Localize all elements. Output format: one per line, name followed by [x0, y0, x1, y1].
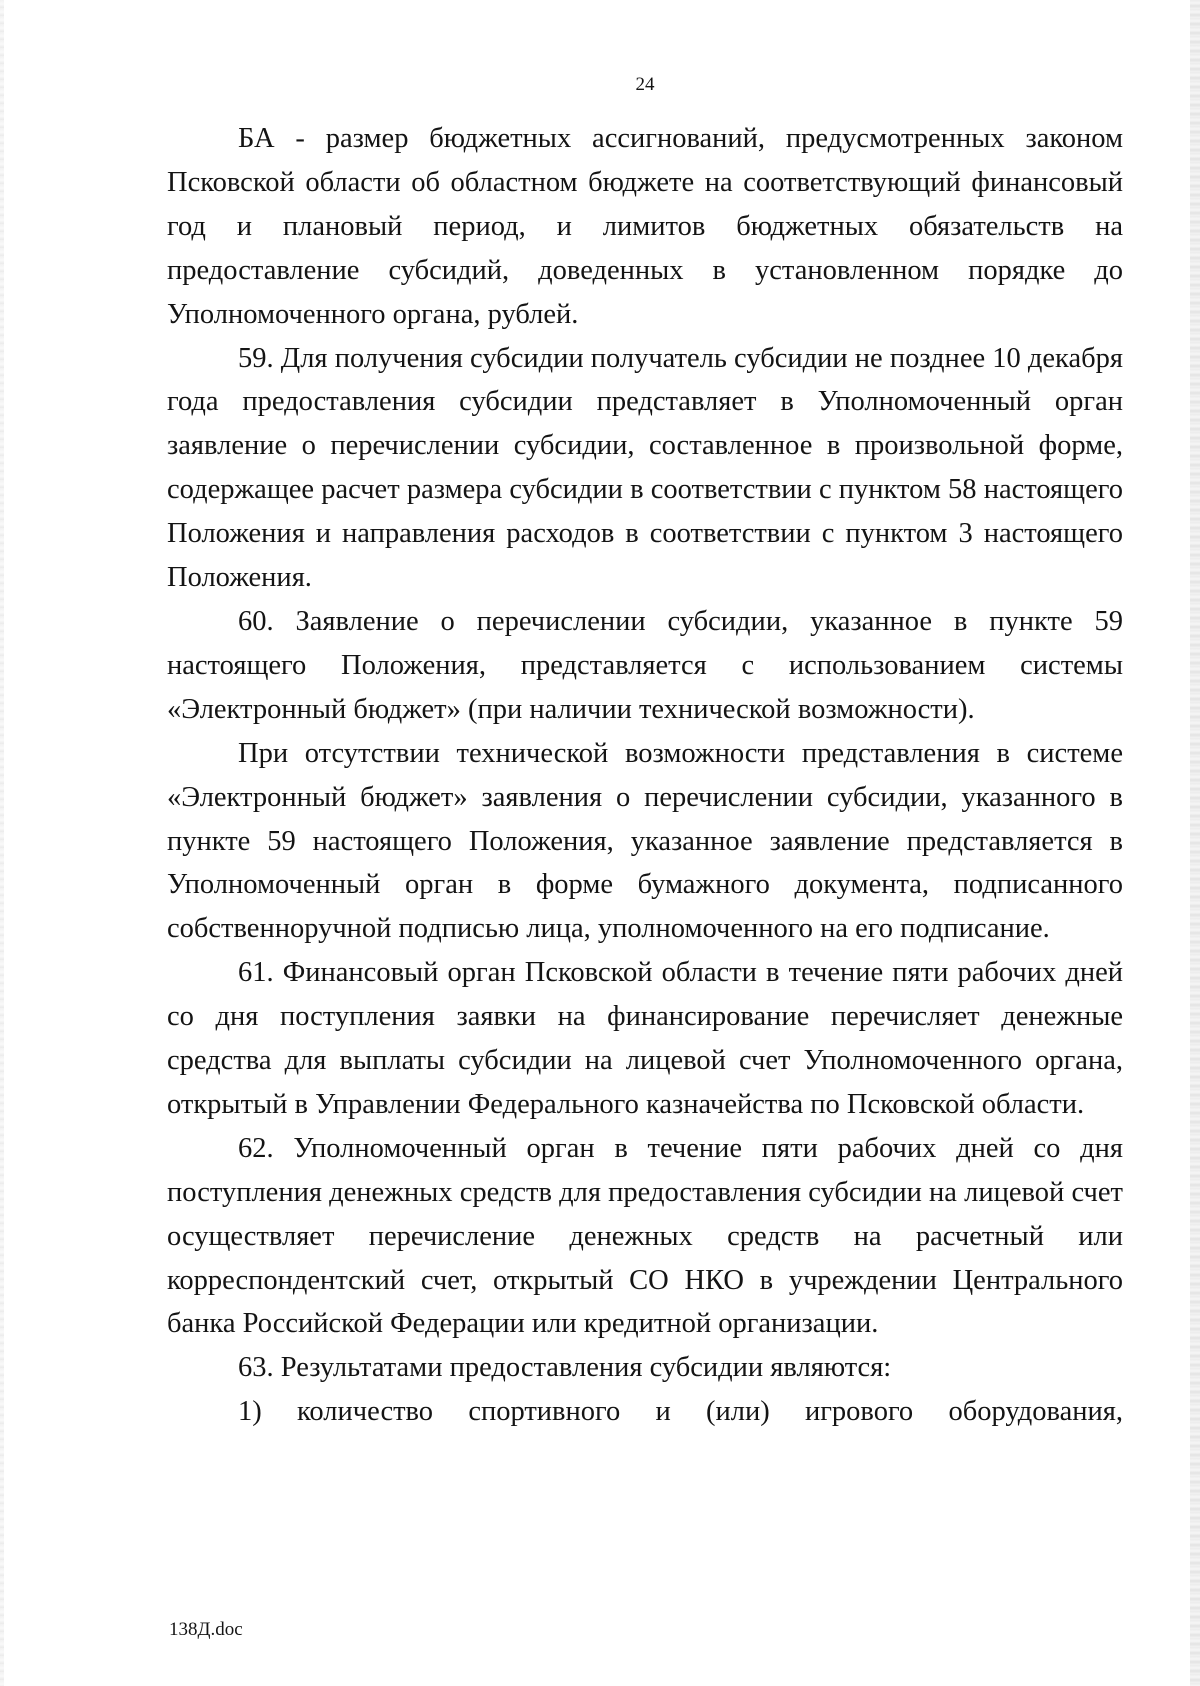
scan-edge-left: [0, 0, 4, 1686]
paragraph-63: 63. Результатами предоставления субсидии являются:: [238, 1352, 892, 1384]
paragraph-60: 60. Заявление о перечислении субсидии, указанное в пункте 59 настоящего Положения, представляется с использованием системы «Электронный бюджет» (при наличии технической возможности).: [167, 605, 1123, 725]
scan-edge-right: [1190, 0, 1200, 1686]
paragraph-62: 62. Уполномоченный орган в течение пяти рабочих дней со дня поступления денежных средств для предоставления субсидии на лицевой счет осуществляет перечисление денежных средств на расчетный или корреспондентский счет, открытый СО НКО в учреждении Центрального банка Российской Федерации или кредитной организации.: [167, 1132, 1123, 1340]
paragraph-61: 61. Финансовый орган Псковской области в течение пяти рабочих дней со дня поступления заявки на финансирование перечисляет денежные средства для выплаты субсидии на лицевой счет Уполномоченного органа, открытый в Управлении Федерального казначейства по Псковской области.: [167, 957, 1123, 1120]
paragraph-63-item-1: 1) количество спортивного и (или) игрового оборудования,: [238, 1396, 1123, 1428]
document-body: [167, 117, 1123, 1434]
paragraph-60-continued: При отсутствии технической возможности представления в системе «Электронный бюджет» заявления о перечислении субсидии, указанного в пункте 59 настоящего Положения, указанное заявление представляется в Уполномоченный орган в форме бумажного документа, подписанного собственноручной подписью лица, уполномоченного на его подписание.: [167, 737, 1123, 945]
paragraph-ba-definition: БА - размер бюджетных ассигнований, предусмотренных законом Псковской области об областном бюджете на соответствующий финансовый год и плановый период, и лимитов бюджетных обязательств на предоставление субсидий, доведенных в установленном порядке до Уполномоченного органа, рублей.: [167, 123, 1123, 330]
paragraph-59: 59. Для получения субсидии получатель субсидии не позднее 10 декабря года предоставления субсидии представляет в Уполномоченный орган заявление о перечислении субсидии, составленное в произвольной форме, содержащее расчет размера субсидии в соответствии с пунктом 58 настоящего Положения и направления расходов в соответствии с пунктом 3 настоящего Положения.: [167, 342, 1123, 594]
page-number: 24: [635, 74, 655, 95]
footer-filename: 138Д.doc: [169, 1619, 243, 1640]
